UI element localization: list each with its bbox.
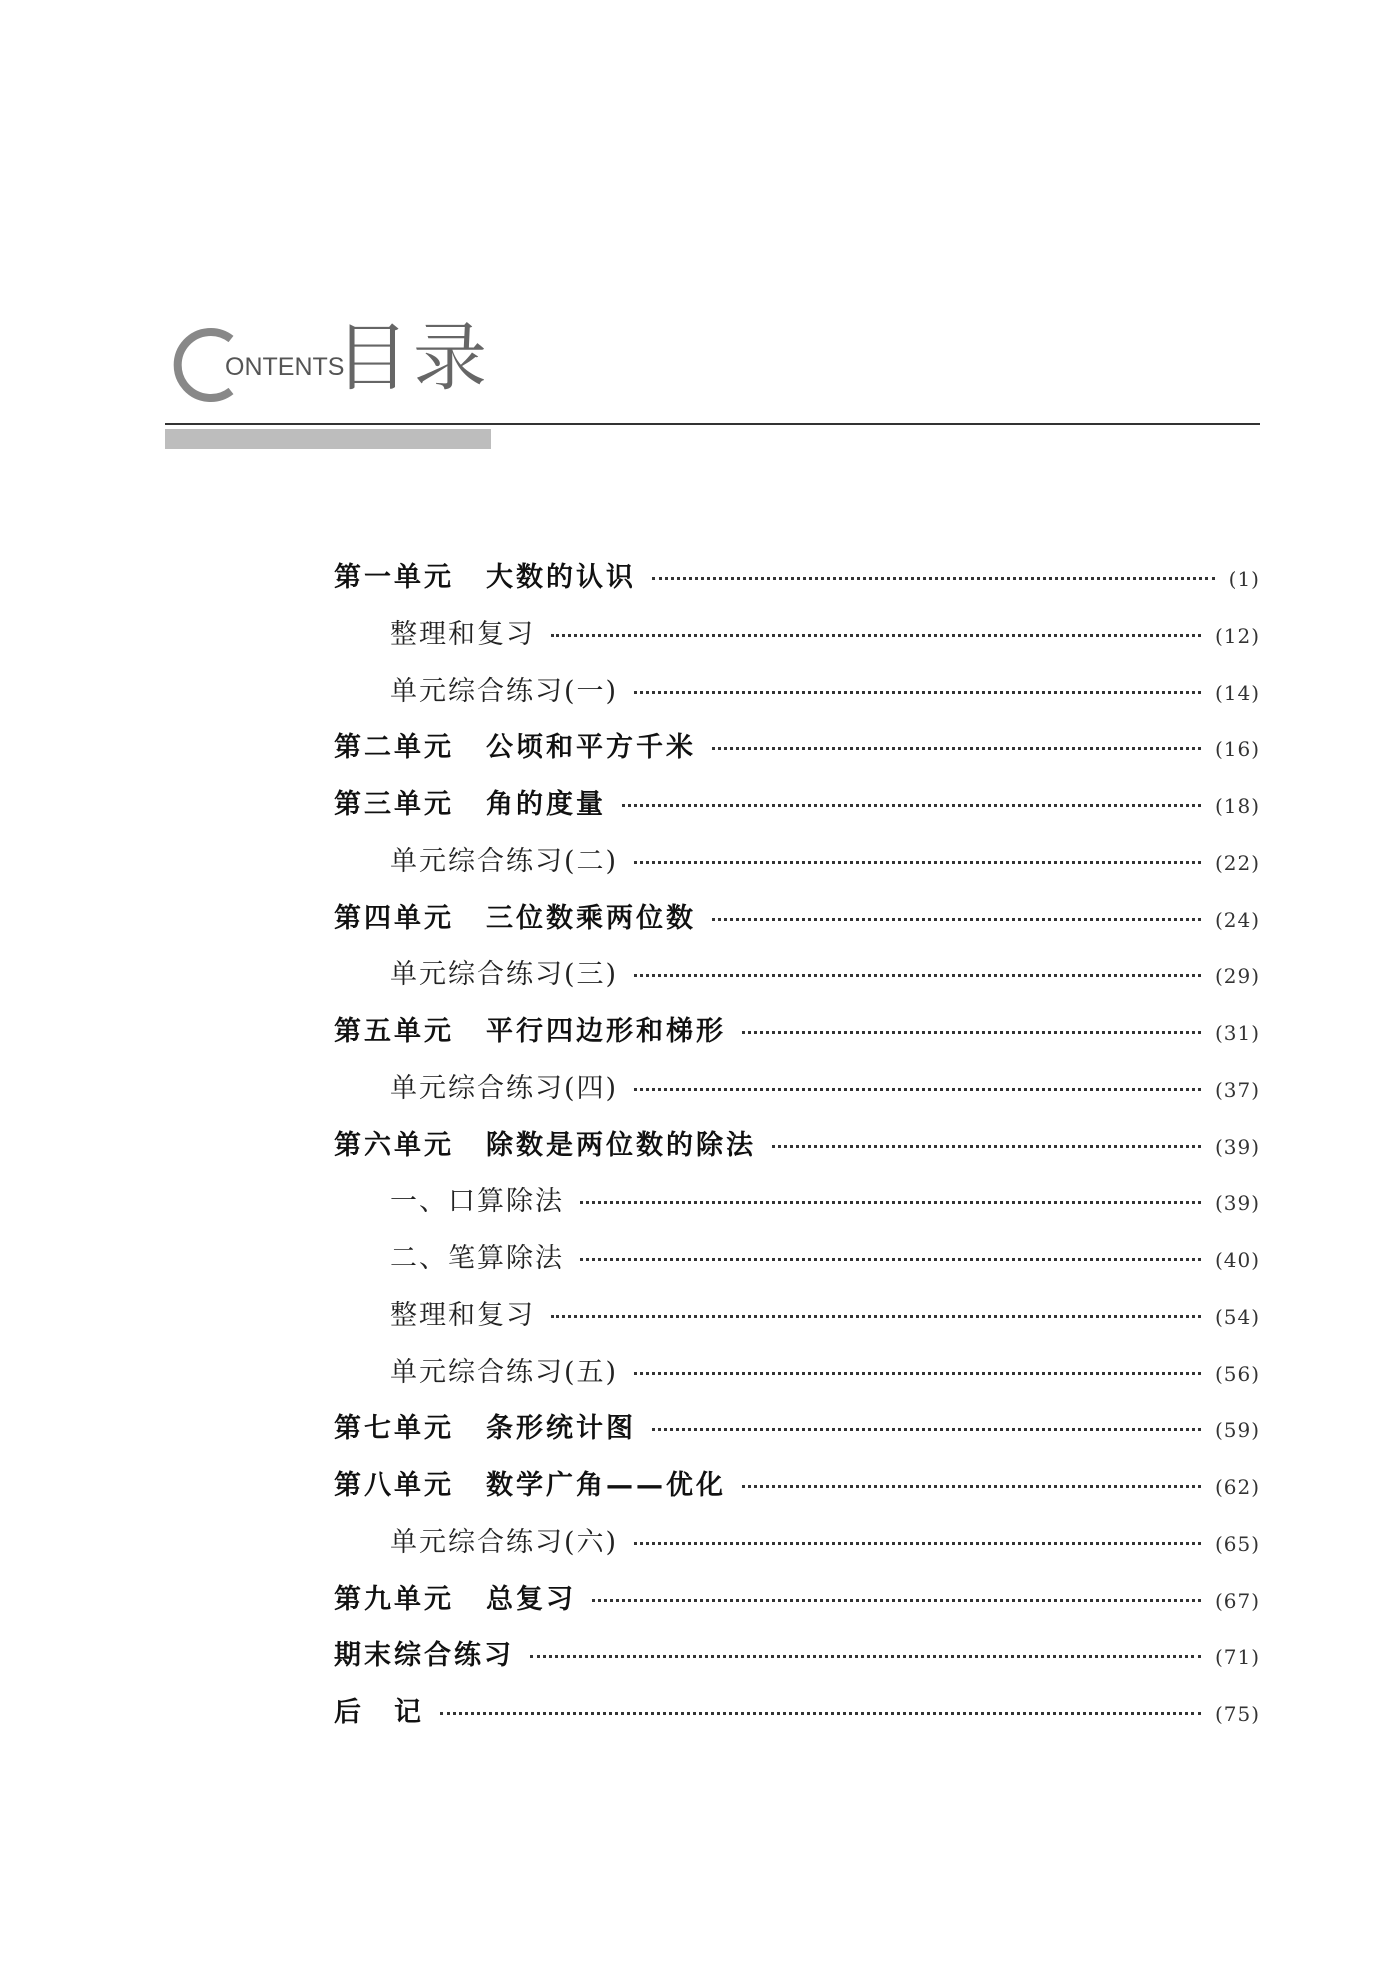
toc-page-number: (59) bbox=[1214, 1418, 1260, 1443]
toc-dot-leader bbox=[530, 1655, 1201, 1658]
toc-unit-label: 第六单元 bbox=[334, 1129, 454, 1161]
toc-unit-label: 第四单元 bbox=[334, 902, 454, 934]
toc-dot-leader bbox=[634, 974, 1201, 977]
toc-dot-leader bbox=[634, 1088, 1201, 1091]
contents-logo-text: ONTENTS bbox=[225, 353, 345, 381]
toc-unit-label: 第一单元 bbox=[334, 562, 454, 593]
toc-dot-leader bbox=[742, 1485, 1201, 1488]
toc-dot-leader bbox=[634, 1372, 1201, 1375]
toc-page-number: (16) bbox=[1214, 737, 1260, 762]
toc-page-number: (40) bbox=[1214, 1248, 1260, 1272]
toc-entry[interactable] bbox=[334, 947, 1260, 1004]
toc-entry-title bbox=[334, 777, 622, 834]
toc-section-name: 单元综合练习(二) bbox=[390, 845, 619, 877]
toc-dot-leader bbox=[712, 747, 1201, 750]
toc-entry-title bbox=[334, 550, 652, 607]
toc-dot-leader bbox=[551, 1315, 1201, 1318]
toc-dot-leader bbox=[634, 691, 1201, 694]
toc-unit-label: 第九单元 bbox=[334, 1583, 454, 1615]
table-of-contents bbox=[334, 550, 1260, 1742]
toc-section-name: 平行四边形和梯形 bbox=[486, 1016, 726, 1047]
toc-page-number: (1) bbox=[1228, 567, 1260, 591]
toc-entry-title bbox=[334, 1118, 772, 1175]
toc-unit-label: 第七单元 bbox=[334, 1413, 454, 1445]
toc-dot-leader bbox=[592, 1599, 1201, 1602]
header-divider bbox=[165, 423, 1260, 425]
toc-unit-label: 第二单元 bbox=[334, 732, 454, 764]
toc-entry[interactable] bbox=[334, 891, 1260, 948]
toc-section-name: 单元综合练习(六) bbox=[390, 1526, 619, 1558]
toc-entry-title bbox=[390, 947, 634, 1004]
toc-entry-title bbox=[390, 1288, 551, 1345]
toc-entry-title bbox=[390, 1515, 634, 1572]
toc-section-name: 公顷和平方千米 bbox=[486, 732, 696, 764]
toc-entry-title bbox=[334, 1572, 592, 1629]
toc-entry[interactable] bbox=[334, 1685, 1260, 1742]
toc-entry[interactable] bbox=[334, 1231, 1260, 1288]
toc-page-number: (56) bbox=[1214, 1361, 1260, 1386]
toc-entry[interactable] bbox=[334, 1288, 1260, 1345]
toc-entry[interactable] bbox=[334, 720, 1260, 777]
toc-page-number: (29) bbox=[1214, 964, 1260, 989]
toc-unit-label: 第五单元 bbox=[334, 1016, 454, 1047]
toc-section-name: 角的度量 bbox=[486, 789, 606, 820]
toc-dot-leader bbox=[742, 1031, 1201, 1034]
toc-section-name: 期末综合练习 bbox=[334, 1640, 514, 1672]
toc-page-number: (18) bbox=[1214, 794, 1260, 818]
toc-entry[interactable] bbox=[334, 1118, 1260, 1175]
toc-section-name: 条形统计图 bbox=[486, 1413, 636, 1445]
toc-section-name: 单元综合练习(五) bbox=[390, 1356, 619, 1388]
toc-dot-leader bbox=[652, 577, 1215, 580]
toc-dot-leader bbox=[772, 1145, 1201, 1148]
toc-page-number: (67) bbox=[1214, 1588, 1260, 1613]
toc-entry-title bbox=[390, 1174, 580, 1231]
toc-entry[interactable] bbox=[334, 1458, 1260, 1515]
toc-dot-leader bbox=[551, 634, 1201, 637]
toc-page-number: (12) bbox=[1214, 623, 1260, 648]
toc-entry[interactable] bbox=[334, 1345, 1260, 1402]
toc-section-name: 一、口算除法 bbox=[390, 1186, 564, 1218]
toc-dot-leader bbox=[712, 918, 1201, 921]
toc-entry-title bbox=[334, 1004, 742, 1061]
toc-entry[interactable] bbox=[334, 550, 1260, 607]
toc-section-name: 单元综合练习(一) bbox=[390, 675, 619, 707]
toc-entry[interactable] bbox=[334, 1401, 1260, 1458]
toc-entry-title bbox=[390, 1061, 634, 1118]
toc-entry-title bbox=[390, 1345, 634, 1402]
toc-entry-title bbox=[334, 1401, 652, 1458]
contents-header bbox=[165, 315, 1260, 450]
toc-section-name: 总复习 bbox=[486, 1583, 576, 1615]
toc-entry[interactable] bbox=[334, 664, 1260, 721]
toc-entry-title bbox=[334, 1685, 440, 1742]
toc-page-number: (75) bbox=[1214, 1702, 1260, 1726]
toc-unit-label: 第八单元 bbox=[334, 1470, 454, 1501]
toc-entry-title bbox=[390, 1231, 580, 1288]
toc-section-name: 单元综合练习(四) bbox=[390, 1072, 619, 1104]
header-accent-bar bbox=[165, 429, 491, 449]
toc-entry-title bbox=[390, 834, 634, 891]
toc-dot-leader bbox=[634, 861, 1201, 864]
toc-dot-leader bbox=[652, 1428, 1201, 1431]
toc-dot-leader bbox=[580, 1258, 1201, 1261]
toc-section-name: 整理和复习 bbox=[390, 1299, 535, 1331]
toc-entry[interactable] bbox=[334, 1004, 1260, 1061]
toc-dot-leader bbox=[622, 804, 1201, 807]
toc-page-number: (24) bbox=[1214, 907, 1260, 932]
toc-entry-title bbox=[334, 720, 712, 777]
toc-page-number: (39) bbox=[1214, 1191, 1260, 1216]
toc-entry[interactable] bbox=[334, 1628, 1260, 1685]
toc-section-name: 除数是两位数的除法 bbox=[486, 1129, 756, 1161]
toc-entry[interactable] bbox=[334, 607, 1260, 664]
toc-entry-title bbox=[334, 1628, 530, 1685]
toc-dot-leader bbox=[580, 1201, 1201, 1204]
toc-unit-label: 第三单元 bbox=[334, 789, 454, 820]
toc-entry[interactable] bbox=[334, 1174, 1260, 1231]
toc-page-number: (37) bbox=[1214, 1077, 1260, 1102]
toc-section-name: 整理和复习 bbox=[390, 618, 535, 650]
toc-entry-title bbox=[390, 607, 551, 664]
toc-section-name: 大数的认识 bbox=[486, 562, 636, 593]
toc-page-number: (65) bbox=[1214, 1531, 1260, 1556]
toc-dot-leader bbox=[634, 1542, 1201, 1545]
toc-section-name: 单元综合练习(三) bbox=[390, 959, 619, 991]
toc-page-number: (22) bbox=[1214, 850, 1260, 875]
toc-entry-title bbox=[334, 1458, 742, 1515]
toc-entry-title bbox=[334, 891, 712, 948]
toc-entry[interactable] bbox=[334, 834, 1260, 891]
toc-entry[interactable] bbox=[334, 1061, 1260, 1118]
toc-page-number: (62) bbox=[1214, 1475, 1260, 1499]
page-title: 目录 bbox=[335, 315, 491, 401]
toc-section-name: 二、笔算除法 bbox=[390, 1243, 564, 1274]
toc-dot-leader bbox=[440, 1712, 1201, 1715]
toc-entry[interactable] bbox=[334, 1515, 1260, 1572]
toc-entry[interactable] bbox=[334, 777, 1260, 834]
toc-entry[interactable] bbox=[334, 1572, 1260, 1629]
toc-section-name: 三位数乘两位数 bbox=[486, 902, 696, 934]
toc-page-number: (71) bbox=[1214, 1645, 1260, 1670]
toc-section-name: 数学广角——优化 bbox=[486, 1470, 726, 1501]
toc-page-number: (39) bbox=[1214, 1134, 1260, 1159]
toc-section-name: 后 记 bbox=[334, 1697, 424, 1728]
toc-page-number: (54) bbox=[1214, 1304, 1260, 1329]
toc-entry-title bbox=[390, 664, 634, 721]
toc-page-number: (14) bbox=[1214, 680, 1260, 705]
toc-page-number: (31) bbox=[1214, 1021, 1260, 1045]
